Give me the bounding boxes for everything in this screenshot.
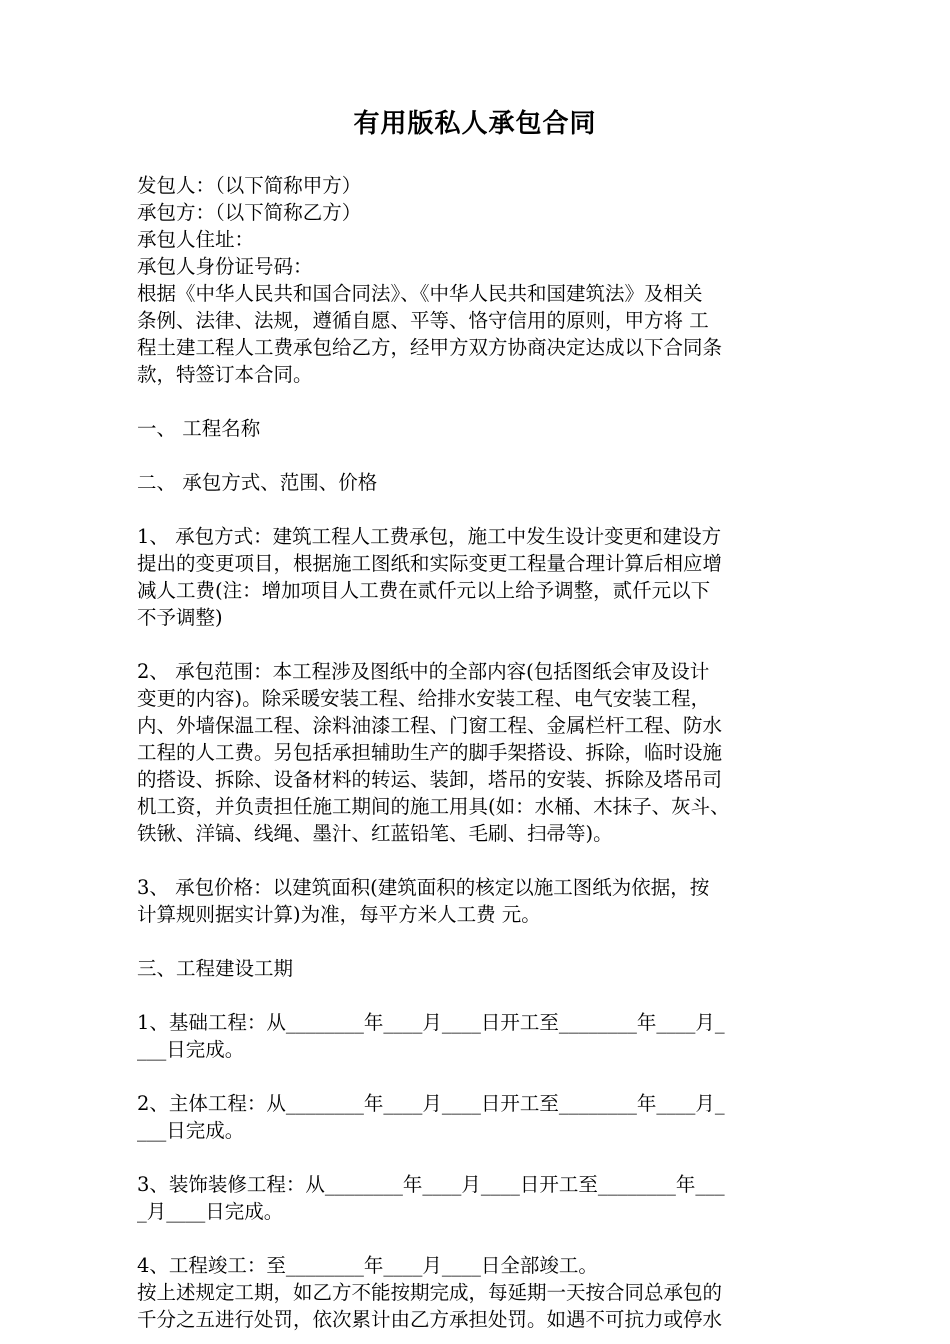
clause-3-2-line: 2、主体工程：从________年____月____日开工至________年____月_ — [137, 1092, 725, 1115]
clause-3-4-line: 千分之五进行处罚，依次累计由乙方承担处罚。如遇不可抗力或停水 — [137, 1308, 723, 1331]
contractor-line: 承包方：（以下简称乙方） — [137, 201, 362, 224]
clause-3-2-line: ___日完成。 — [137, 1119, 245, 1142]
clause-2-2-line: 铁锹、洋镐、线绳、墨汁、红蓝铅笔、毛刷、扫帚等)。 — [137, 822, 613, 845]
clause-3-1-line: 1、基础工程：从________年____月____日开工至________年____月_ — [137, 1011, 725, 1034]
preamble-line: 条例、法律、法规，遵循自愿、平等、恪守信用的原则，甲方将 工 — [137, 309, 709, 332]
clause-2-1-line: 1、 承包方式：建筑工程人工费承包，施工中发生设计变更和建设方 — [137, 525, 722, 548]
clause-3-1-line: ___日完成。 — [137, 1038, 245, 1061]
clause-2-2-line: 变更的内容)。除采暖安装工程、给排水安装工程、电气安装工程， — [137, 687, 711, 710]
document-body — [137, 172, 827, 1333]
document-title: 有用版私人承包合同 — [353, 109, 597, 139]
clause-2-2-line: 工程的人工费。另包括承担辅助生产的脚手架搭设、拆除，临时设施 — [137, 741, 723, 764]
clause-2-3-line: 3、 承包价格：以建筑面积(建筑面积的核定以施工图纸为依据，按 — [137, 876, 710, 899]
preamble-line: 款，特签订本合同。 — [137, 363, 313, 386]
clause-2-2-line: 的搭设、拆除、设备材料的转运、装卸，塔吊的安装、拆除及塔吊司 — [137, 768, 723, 791]
clause-3-4-line: 按上述规定工期，如乙方不能按期完成，每延期一天按合同总承包的 — [137, 1281, 723, 1304]
clause-2-1-line: 不予调整) — [137, 606, 223, 629]
preamble-line: 程土建工程人工费承包给乙方，经甲方双方协商决定达成以下合同条 — [137, 336, 723, 359]
section-heading-3: 三、工程建设工期 — [137, 957, 294, 980]
clause-2-3-line: 计算规则据实计算)为准，每平方米人工费 元。 — [137, 903, 541, 926]
employer-line: 发包人：（以下简称甲方） — [137, 174, 362, 197]
clause-2-1-line: 减人工费(注：增加项目人工费在贰仟元以上给予调整，贰仟元以下 — [137, 579, 711, 602]
clause-2-2-line: 机工资，并负责担任施工期间的施工用具(如：水桶、木抹子、灰斗、 — [137, 795, 730, 818]
section-heading-2: 二、 承包方式、范围、价格 — [137, 471, 378, 494]
clause-2-1-line: 提出的变更项目，根据施工图纸和实际变更工程量合理计算后相应增 — [137, 552, 723, 575]
section-heading-1: 一、 工程名称 — [137, 417, 261, 440]
clause-3-3-line: _月____日完成。 — [137, 1200, 284, 1223]
clause-3-4-line: 4、工程竣工：至________年____月____日全部竣工。 — [137, 1254, 598, 1277]
preamble-line: 根据《中华人民共和国合同法》、《中华人民共和国建筑法》及相关 — [137, 282, 703, 305]
clause-2-2-line: 内、外墙保温工程、涂料油漆工程、门窗工程、金属栏杆工程、防水 — [137, 714, 723, 737]
clause-2-2-line: 2、 承包范围：本工程涉及图纸中的全部内容(包括图纸会审及设计 — [137, 660, 710, 683]
address-line: 承包人住址： — [137, 228, 255, 251]
id-number-line: 承包人身份证号码： — [137, 255, 313, 278]
clause-3-3-line: 3、装饰装修工程：从________年____月____日开工至________年___ — [137, 1173, 725, 1196]
